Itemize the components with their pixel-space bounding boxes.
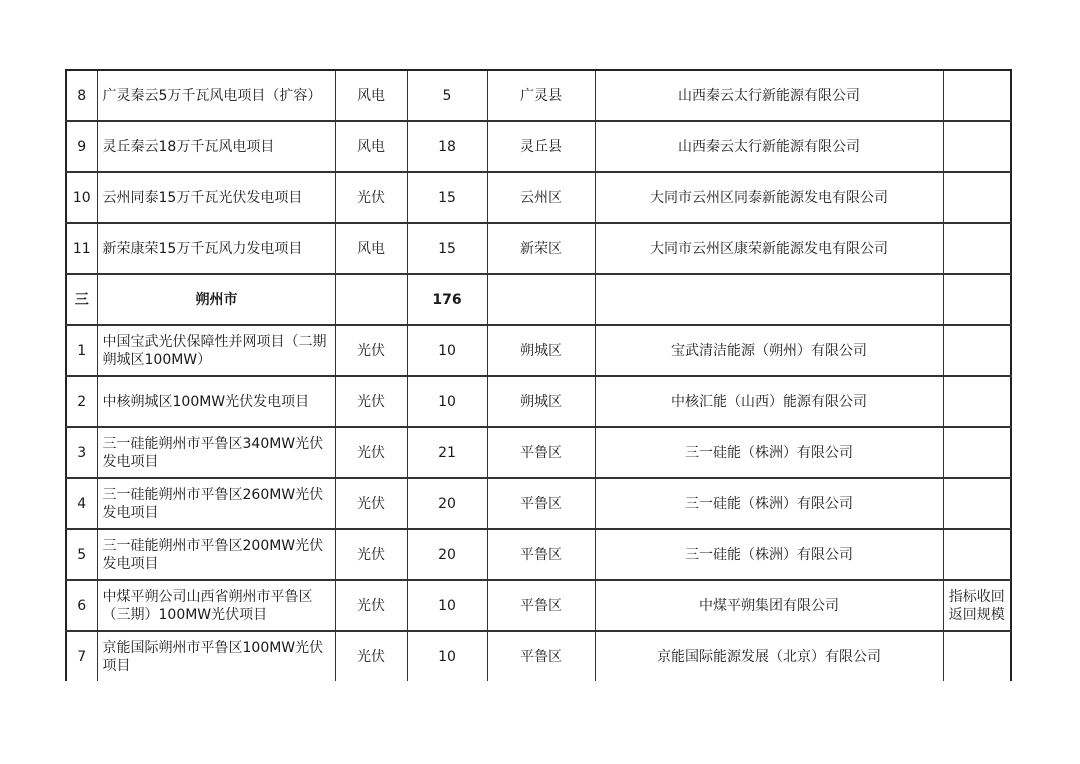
capacity-value: 20 [407,478,487,529]
project-name: 中国宝武光伏保障性并网项目（二期朔城区100MW） [97,325,335,376]
county-name: 朔城区 [487,376,595,427]
project-type: 光伏 [335,631,407,681]
row-number: 三 [66,274,97,325]
project-name: 云州同泰15万千瓦光伏发电项目 [97,172,335,223]
capacity-value: 10 [407,376,487,427]
project-type: 光伏 [335,325,407,376]
project-name: 三一硅能朔州市平鲁区260MW光伏发电项目 [97,478,335,529]
table-row [66,427,1011,478]
county-name: 平鲁区 [487,478,595,529]
company-name: 山西秦云太行新能源有限公司 [595,121,943,172]
remark [943,172,1011,223]
company-name: 三一硅能（株洲）有限公司 [595,427,943,478]
capacity-value: 15 [407,172,487,223]
remark [943,121,1011,172]
project-type: 风电 [335,70,407,121]
table-row [66,223,1011,274]
capacity-value: 15 [407,223,487,274]
row-number: 11 [66,223,97,274]
project-name: 朔州市 [97,274,335,325]
capacity-value: 20 [407,529,487,580]
project-name: 灵丘秦云18万千瓦风电项目 [97,121,335,172]
company-name: 中煤平朔集团有限公司 [595,580,943,631]
county-name: 平鲁区 [487,580,595,631]
project-name: 新荣康荣15万千瓦风力发电项目 [97,223,335,274]
project-name: 中核朔城区100MW光伏发电项目 [97,376,335,427]
project-table [65,69,1012,681]
company-name: 京能国际能源发展（北京）有限公司 [595,631,943,681]
table-row [66,121,1011,172]
table-row [66,172,1011,223]
table-row [66,631,1011,681]
project-type: 光伏 [335,376,407,427]
project-type: 光伏 [335,427,407,478]
project-name: 京能国际朔州市平鲁区100MW光伏项目 [97,631,335,681]
row-number: 5 [66,529,97,580]
section-row [66,274,1011,325]
row-number: 4 [66,478,97,529]
county-name: 云州区 [487,172,595,223]
county-name: 朔城区 [487,325,595,376]
remark: 指标收回返回规模 [943,580,1011,631]
remark [943,478,1011,529]
county-name: 平鲁区 [487,529,595,580]
company-name [595,274,943,325]
remark [943,631,1011,681]
table-row [66,529,1011,580]
project-type [335,274,407,325]
county-name: 灵丘县 [487,121,595,172]
capacity-value: 10 [407,631,487,681]
table-row [66,478,1011,529]
table-row [66,325,1011,376]
company-name: 三一硅能（株洲）有限公司 [595,529,943,580]
project-type: 风电 [335,121,407,172]
remark [943,223,1011,274]
row-number: 7 [66,631,97,681]
company-name: 大同市云州区同泰新能源发电有限公司 [595,172,943,223]
capacity-value: 5 [407,70,487,121]
capacity-value: 21 [407,427,487,478]
row-number: 9 [66,121,97,172]
table-row [66,70,1011,121]
project-type: 风电 [335,223,407,274]
row-number: 1 [66,325,97,376]
project-name: 广灵秦云5万千瓦风电项目（扩容） [97,70,335,121]
project-type: 光伏 [335,172,407,223]
remark [943,274,1011,325]
county-name: 广灵县 [487,70,595,121]
capacity-value: 10 [407,325,487,376]
row-number: 2 [66,376,97,427]
project-type: 光伏 [335,580,407,631]
table-row [66,376,1011,427]
county-name [487,274,595,325]
remark [943,70,1011,121]
company-name: 山西秦云太行新能源有限公司 [595,70,943,121]
remark [943,376,1011,427]
project-name: 中煤平朔公司山西省朔州市平鲁区（三期）100MW光伏项目 [97,580,335,631]
capacity-value: 18 [407,121,487,172]
project-name: 三一硅能朔州市平鲁区340MW光伏发电项目 [97,427,335,478]
county-name: 平鲁区 [487,631,595,681]
remark [943,325,1011,376]
project-type: 光伏 [335,478,407,529]
project-name: 三一硅能朔州市平鲁区200MW光伏发电项目 [97,529,335,580]
row-number: 6 [66,580,97,631]
capacity-value: 176 [407,274,487,325]
company-name: 大同市云州区康荣新能源发电有限公司 [595,223,943,274]
company-name: 宝武清洁能源（朔州）有限公司 [595,325,943,376]
capacity-value: 10 [407,580,487,631]
county-name: 平鲁区 [487,427,595,478]
company-name: 中核汇能（山西）能源有限公司 [595,376,943,427]
remark [943,529,1011,580]
row-number: 8 [66,70,97,121]
project-type: 光伏 [335,529,407,580]
row-number: 3 [66,427,97,478]
company-name: 三一硅能（株洲）有限公司 [595,478,943,529]
row-number: 10 [66,172,97,223]
county-name: 新荣区 [487,223,595,274]
table-row [66,580,1011,631]
remark [943,427,1011,478]
